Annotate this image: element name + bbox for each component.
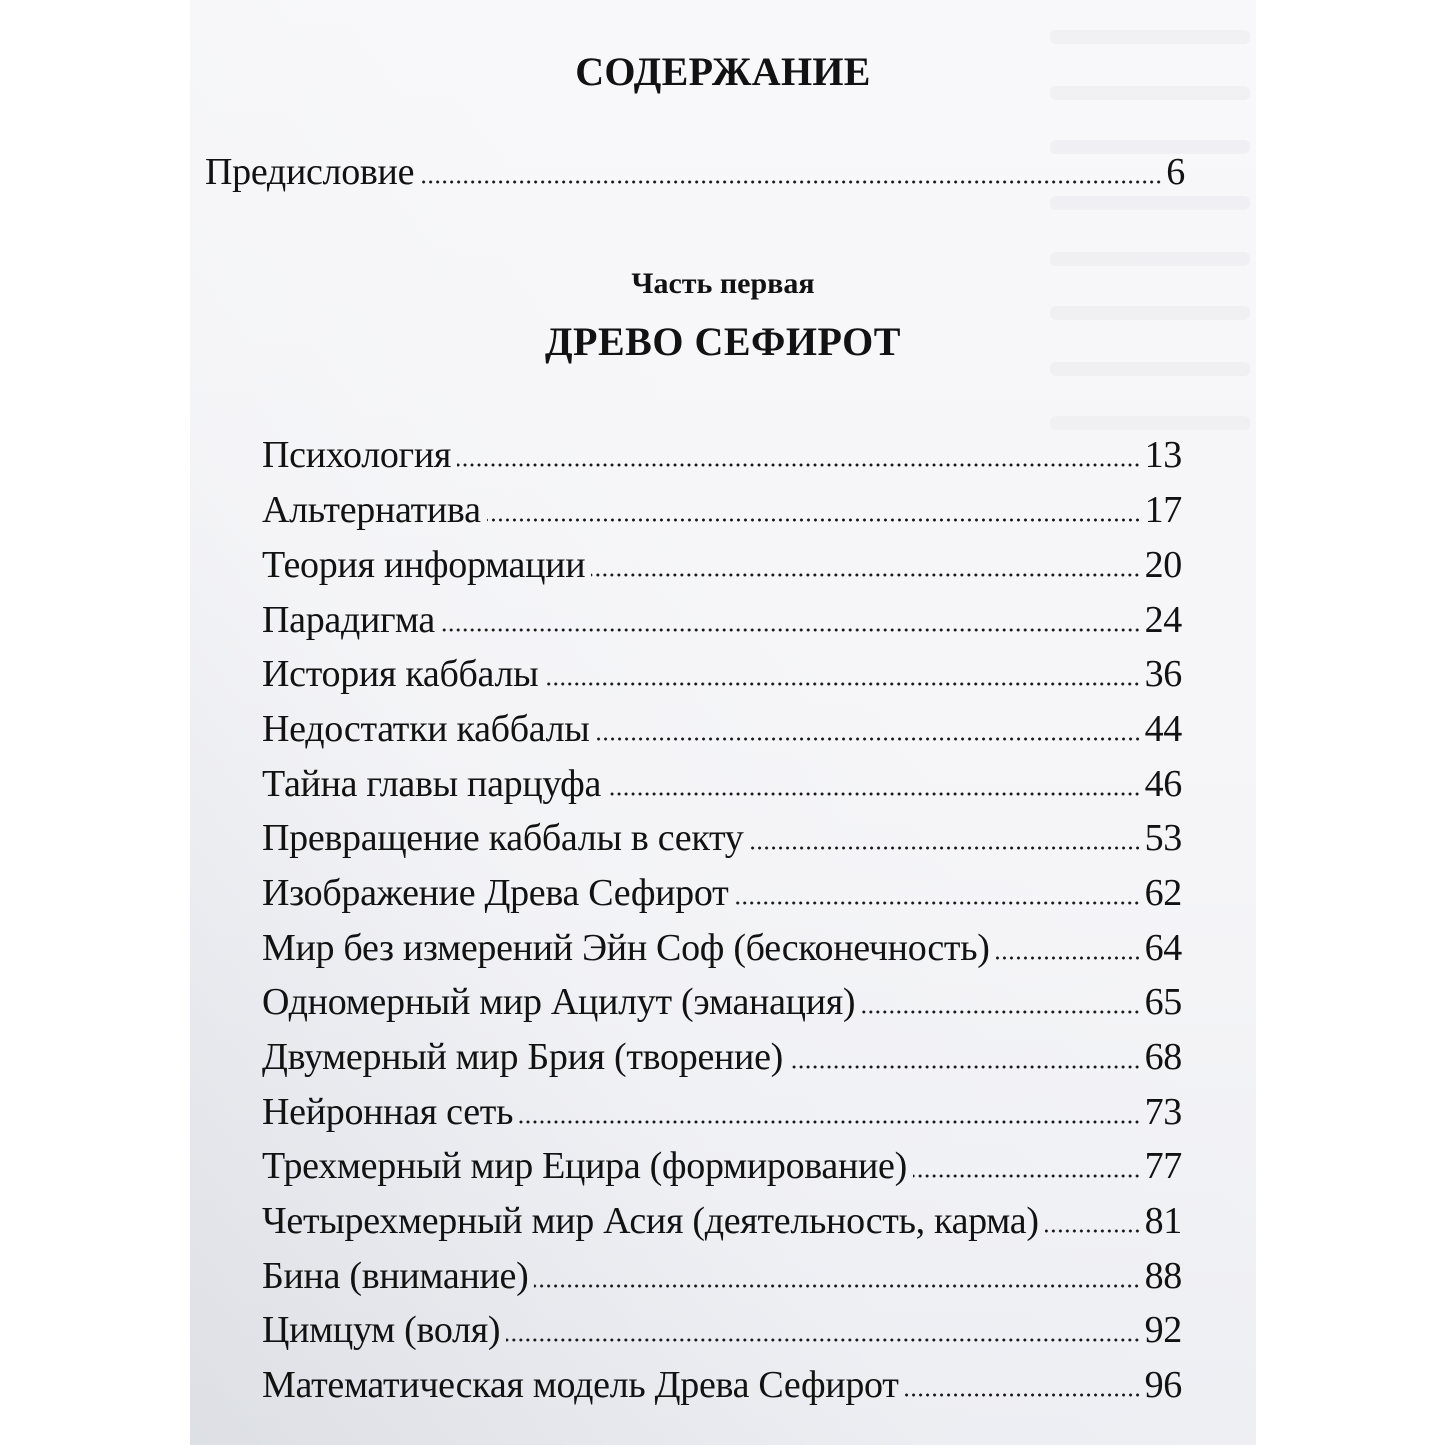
toc-entry[interactable] (262, 1144, 1182, 1188)
entry-label: Теория информации (262, 544, 586, 586)
dot-leader (534, 1283, 1140, 1289)
toc-entry-preface[interactable] (205, 150, 1185, 194)
dot-leader (913, 1173, 1141, 1179)
entry-page-number: 81 (1144, 1200, 1182, 1242)
entry-label: Одномерный мир Ацилут (эманация) (262, 981, 856, 1023)
dot-leader (596, 736, 1141, 742)
entry-page-number: 13 (1144, 434, 1182, 476)
entry-page-number: 6 (1166, 151, 1185, 193)
dot-leader (487, 517, 1141, 523)
entry-page-number: 73 (1144, 1091, 1182, 1133)
entry-label: Мир без измерений Эйн Соф (бесконечность) (262, 927, 990, 969)
entry-page-number: 68 (1144, 1036, 1182, 1078)
entry-page-number: 44 (1144, 708, 1182, 750)
toc-title: СОДЕРЖАНИЕ (575, 49, 871, 94)
dot-leader (789, 1064, 1141, 1070)
entry-label: Парадигма (262, 599, 435, 641)
toc-entry[interactable] (262, 1308, 1182, 1352)
dot-leader (420, 179, 1162, 185)
bleed-through-mark (1050, 252, 1250, 266)
entry-page-number: 88 (1144, 1255, 1182, 1297)
dot-leader (1045, 1228, 1141, 1234)
entry-label: Двумерный мир Брия (творение) (262, 1036, 783, 1078)
entry-label: Психология (262, 434, 452, 476)
entry-page-number: 62 (1144, 872, 1182, 914)
toc-entry[interactable] (262, 816, 1182, 860)
part-title: ДРЕВО СЕФИРОТ (545, 319, 901, 364)
entry-page-number: 65 (1144, 981, 1182, 1023)
dot-leader (457, 462, 1141, 468)
entry-page-number: 92 (1144, 1309, 1182, 1351)
entry-label: История каббалы (262, 653, 539, 695)
entry-page-number: 64 (1144, 927, 1182, 969)
dot-leader (441, 627, 1141, 633)
entry-page-number: 46 (1144, 763, 1182, 805)
book-page (190, 0, 1256, 1445)
toc-entry[interactable] (262, 980, 1182, 1024)
dot-leader (544, 681, 1140, 687)
entry-label: Нейронная сеть (262, 1091, 514, 1133)
entry-label: Альтернатива (262, 489, 481, 531)
toc-entry[interactable] (262, 652, 1182, 696)
entry-label: Трехмерный мир Ецира (формирование) (262, 1145, 907, 1187)
entry-label: Тайна главы парцуфа (262, 763, 602, 805)
entry-page-number: 96 (1144, 1364, 1182, 1406)
dot-leader (734, 900, 1140, 906)
entry-page-number: 20 (1144, 544, 1182, 586)
entry-page-number: 17 (1144, 489, 1182, 531)
dot-leader (996, 955, 1141, 961)
entry-page-number: 24 (1144, 599, 1182, 641)
toc-entry[interactable] (262, 543, 1182, 587)
toc-entry[interactable] (262, 871, 1182, 915)
toc-entry[interactable] (262, 598, 1182, 642)
toc-entry[interactable] (262, 1199, 1182, 1243)
entry-label: Четырехмерный мир Асия (деятельность, карма) (262, 1200, 1039, 1242)
dot-leader (905, 1392, 1141, 1398)
dot-leader (519, 1119, 1140, 1125)
toc-entry[interactable] (262, 1035, 1182, 1079)
entry-page-number: 53 (1144, 817, 1182, 859)
entry-label: Предисловие (205, 151, 415, 193)
toc-entry[interactable] (262, 762, 1182, 806)
toc-entry[interactable] (262, 488, 1182, 532)
entry-label: Цимцум (воля) (262, 1309, 501, 1351)
entry-label: Математическая модель Древа Сефирот (262, 1364, 899, 1406)
toc-entry[interactable] (262, 1363, 1182, 1407)
toc-entry[interactable] (262, 926, 1182, 970)
dot-leader (750, 845, 1141, 851)
entry-label: Изображение Древа Сефирот (262, 872, 729, 914)
entry-label: Недостатки каббалы (262, 708, 590, 750)
toc-entry[interactable] (262, 433, 1182, 477)
entry-page-number: 36 (1144, 653, 1182, 695)
entry-label: Бина (внимание) (262, 1255, 529, 1297)
bleed-through-mark (1050, 30, 1250, 44)
dot-leader (607, 791, 1141, 797)
bleed-through-mark (1050, 196, 1250, 210)
dot-leader (591, 572, 1140, 578)
toc-entry[interactable] (262, 707, 1182, 751)
dot-leader (861, 1009, 1140, 1015)
bleed-through-mark (1050, 416, 1250, 430)
toc-entry[interactable] (262, 1090, 1182, 1134)
entry-label: Превращение каббалы в секту (262, 817, 744, 859)
entry-page-number: 77 (1144, 1145, 1182, 1187)
toc-entry[interactable] (262, 1254, 1182, 1298)
dot-leader (506, 1337, 1140, 1343)
part-label: Часть первая (631, 267, 815, 300)
